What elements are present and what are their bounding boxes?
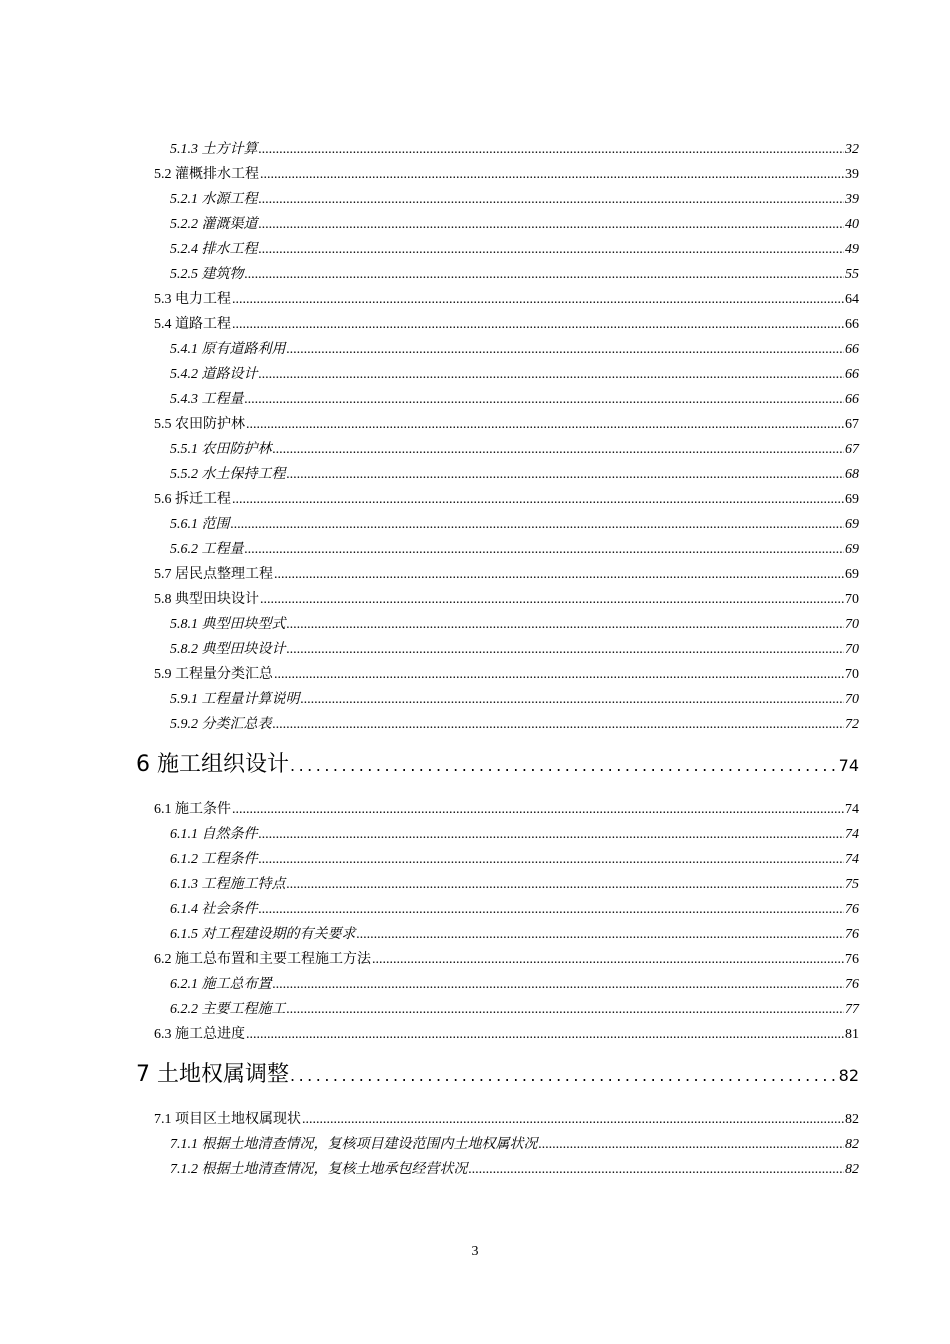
toc-entry-page: 82 [838, 1066, 859, 1085]
toc-entry-page: 77 [845, 1002, 859, 1017]
toc-leader-dots [290, 742, 838, 790]
toc-entry-page: 76 [845, 927, 859, 942]
toc-leader-dots [287, 337, 845, 362]
toc-leader-dots [246, 1022, 844, 1047]
toc-entry-page: 39 [845, 192, 859, 207]
toc-entry-label: 7.1.2 根据土地清查情况，复核土地承包经营状况 [170, 1162, 468, 1177]
toc-leader-dots [259, 362, 845, 387]
toc-leader-dots [259, 137, 845, 162]
toc-entry-label: 5.4.2 道路设计 [170, 367, 258, 382]
toc-entry-label: 5.8 典型田块设计 [154, 592, 259, 607]
toc-entry-page: 69 [845, 492, 859, 507]
toc-section-entry[interactable] [0, 1107, 859, 1132]
toc-entry-page: 67 [845, 442, 859, 457]
toc-leader-dots [259, 237, 845, 262]
toc-section-entry[interactable] [0, 162, 859, 187]
toc-entry-page: 66 [845, 392, 859, 407]
toc-entry-label: 6.1.5 对工程建设期的有关要求 [170, 927, 356, 942]
toc-entry-page: 74 [845, 852, 859, 867]
toc-leader-dots [232, 797, 844, 822]
toc-entry-page: 82 [845, 1112, 859, 1127]
toc-subsection-entry[interactable] [0, 437, 859, 462]
toc-entry-label: 5.8.2 典型田块设计 [170, 642, 286, 657]
toc-chapter-entry[interactable] [0, 1051, 859, 1099]
toc-subsection-entry[interactable] [0, 822, 859, 847]
toc-entry-label: 7.1 项目区土地权属现状 [154, 1112, 301, 1127]
toc-entry-page: 76 [845, 952, 859, 967]
toc-subsection-entry[interactable] [0, 387, 859, 412]
toc-leader-dots [539, 1132, 845, 1157]
toc-leader-dots [287, 612, 845, 637]
toc-section-entry[interactable] [0, 487, 859, 512]
toc-entry-label: 5.8.1 典型田块型式 [170, 617, 286, 632]
toc-leader-dots [232, 312, 844, 337]
page-number: 3 [471, 1244, 479, 1259]
toc-entry-page: 75 [845, 877, 859, 892]
toc-entry-label: 6.1.3 工程施工特点 [170, 877, 286, 892]
toc-leader-dots [287, 997, 845, 1022]
toc-subsection-entry[interactable] [0, 897, 859, 922]
toc-entry-page: 82 [845, 1137, 859, 1152]
toc-entry-label: 6.3 施工总进度 [154, 1027, 245, 1042]
toc-entry-label: 5.6.1 范围 [170, 517, 230, 532]
toc-subsection-entry[interactable] [0, 997, 859, 1022]
toc-entry-page: 39 [845, 167, 859, 182]
toc-entry-label: 5.4 道路工程 [154, 317, 231, 332]
toc-leader-dots [259, 187, 845, 212]
toc-leader-dots [301, 687, 845, 712]
toc-entry-label: 6 施工组织设计 [136, 752, 289, 777]
toc-leader-dots [259, 212, 845, 237]
table-of-contents [0, 137, 950, 1182]
toc-entry-label: 5.2.5 建筑物 [170, 267, 244, 282]
toc-section-entry[interactable] [0, 587, 859, 612]
toc-leader-dots [260, 587, 844, 612]
toc-leader-dots [302, 1107, 844, 1132]
toc-subsection-entry[interactable] [0, 237, 859, 262]
toc-leader-dots [274, 662, 844, 687]
toc-entry-label: 5.6 拆迁工程 [154, 492, 231, 507]
toc-entry-page: 76 [845, 902, 859, 917]
toc-entry-page: 66 [845, 317, 859, 332]
toc-entry-label: 5.2.2 灌溉渠道 [170, 217, 258, 232]
toc-entry-page: 67 [845, 417, 859, 432]
toc-entry-label: 6.2 施工总布置和主要工程施工方法 [154, 952, 371, 967]
toc-entry-label: 7.1.1 根据土地清查情况，复核项目建设范围内土地权属状况 [170, 1137, 538, 1152]
toc-leader-dots [287, 462, 845, 487]
toc-entry-page: 69 [845, 567, 859, 582]
toc-entry-label: 5.9.1 工程量计算说明 [170, 692, 300, 707]
toc-section-entry[interactable] [0, 947, 859, 972]
toc-section-entry[interactable] [0, 562, 859, 587]
toc-subsection-entry[interactable] [0, 612, 859, 637]
toc-entry-page: 74 [838, 756, 859, 775]
toc-subsection-entry[interactable] [0, 212, 859, 237]
toc-chapter-entry[interactable] [0, 741, 859, 789]
toc-leader-dots [287, 637, 845, 662]
toc-entry-label: 5.9 工程量分类汇总 [154, 667, 273, 682]
toc-leader-dots [273, 437, 845, 462]
toc-entry-page: 70 [845, 617, 859, 632]
toc-leader-dots [232, 287, 844, 312]
toc-entry-page: 74 [845, 827, 859, 842]
toc-leader-dots [232, 487, 844, 512]
toc-entry-label: 5.1.3 土方计算 [170, 142, 258, 157]
toc-entry-label: 6.1.2 工程条件 [170, 852, 258, 867]
toc-entry-page: 66 [845, 342, 859, 357]
toc-subsection-entry[interactable] [0, 537, 859, 562]
toc-entry-label: 6.2.1 施工总布置 [170, 977, 272, 992]
toc-entry-page: 49 [845, 242, 859, 257]
toc-leader-dots [273, 712, 845, 737]
toc-entry-page: 69 [845, 517, 859, 532]
toc-entry-page: 70 [845, 692, 859, 707]
toc-subsection-entry[interactable] [0, 1157, 859, 1182]
toc-entry-label: 5.2.4 排水工程 [170, 242, 258, 257]
toc-section-entry[interactable] [0, 1022, 859, 1047]
toc-leader-dots [245, 537, 845, 562]
toc-subsection-entry[interactable] [0, 337, 859, 362]
toc-subsection-entry[interactable] [0, 687, 859, 712]
toc-entry-label: 6.1 施工条件 [154, 802, 231, 817]
toc-leader-dots [469, 1157, 845, 1182]
toc-entry-page: 68 [845, 467, 859, 482]
toc-entry-page: 66 [845, 367, 859, 382]
toc-section-entry[interactable] [0, 412, 859, 437]
toc-entry-page: 74 [845, 802, 859, 817]
toc-subsection-entry[interactable] [0, 362, 859, 387]
toc-leader-dots [260, 162, 844, 187]
toc-section-entry[interactable] [0, 312, 859, 337]
toc-subsection-entry[interactable] [0, 972, 859, 997]
toc-entry-label: 6.2.2 主要工程施工 [170, 1002, 286, 1017]
toc-leader-dots [259, 897, 845, 922]
toc-leader-dots [273, 972, 845, 997]
toc-entry-page: 76 [845, 977, 859, 992]
toc-subsection-entry[interactable] [0, 462, 859, 487]
toc-entry-page: 64 [845, 292, 859, 307]
toc-subsection-entry[interactable] [0, 137, 859, 162]
toc-leader-dots [245, 262, 845, 287]
toc-subsection-entry[interactable] [0, 262, 859, 287]
toc-section-entry[interactable] [0, 797, 859, 822]
toc-entry-label: 6.1.1 自然条件 [170, 827, 258, 842]
toc-subsection-entry[interactable] [0, 1132, 859, 1157]
toc-leader-dots [357, 922, 845, 947]
toc-leader-dots [290, 1052, 838, 1100]
toc-subsection-entry[interactable] [0, 187, 859, 212]
toc-leader-dots [245, 387, 845, 412]
toc-entry-page: 69 [845, 542, 859, 557]
toc-subsection-entry[interactable] [0, 512, 859, 537]
toc-entry-label: 5.5.1 农田防护林 [170, 442, 272, 457]
toc-entry-label: 5.5 农田防护林 [154, 417, 245, 432]
toc-subsection-entry[interactable] [0, 712, 859, 737]
toc-entry-page: 55 [845, 267, 859, 282]
toc-entry-page: 32 [845, 142, 859, 157]
toc-leader-dots [246, 412, 844, 437]
toc-subsection-entry[interactable] [0, 847, 859, 872]
toc-leader-dots [372, 947, 844, 972]
toc-entry-label: 7 土地权属调整 [136, 1062, 289, 1087]
toc-entry-page: 70 [845, 592, 859, 607]
toc-subsection-entry[interactable] [0, 872, 859, 897]
toc-entry-label: 5.5.2 水土保持工程 [170, 467, 286, 482]
toc-entry-label: 5.2.1 水源工程 [170, 192, 258, 207]
toc-entry-label: 5.4.3 工程量 [170, 392, 244, 407]
toc-entry-page: 40 [845, 217, 859, 232]
toc-entry-label: 5.3 电力工程 [154, 292, 231, 307]
toc-entry-page: 70 [845, 642, 859, 657]
toc-entry-label: 5.2 灌概排水工程 [154, 167, 259, 182]
toc-entry-label: 5.4.1 原有道路利用 [170, 342, 286, 357]
toc-entry-label: 5.9.2 分类汇总表 [170, 717, 272, 732]
toc-entry-page: 72 [845, 717, 859, 732]
toc-leader-dots [231, 512, 845, 537]
toc-entry-page: 81 [845, 1027, 859, 1042]
toc-section-entry[interactable] [0, 662, 859, 687]
toc-subsection-entry[interactable] [0, 637, 859, 662]
toc-entry-label: 6.1.4 社会条件 [170, 902, 258, 917]
toc-leader-dots [274, 562, 844, 587]
toc-entry-label: 5.6.2 工程量 [170, 542, 244, 557]
toc-leader-dots [259, 847, 845, 872]
toc-subsection-entry[interactable] [0, 922, 859, 947]
toc-entry-page: 70 [845, 667, 859, 682]
toc-entry-label: 5.7 居民点整理工程 [154, 567, 273, 582]
toc-leader-dots [259, 822, 845, 847]
toc-section-entry[interactable] [0, 287, 859, 312]
toc-leader-dots [287, 872, 845, 897]
toc-entry-page: 82 [845, 1162, 859, 1177]
